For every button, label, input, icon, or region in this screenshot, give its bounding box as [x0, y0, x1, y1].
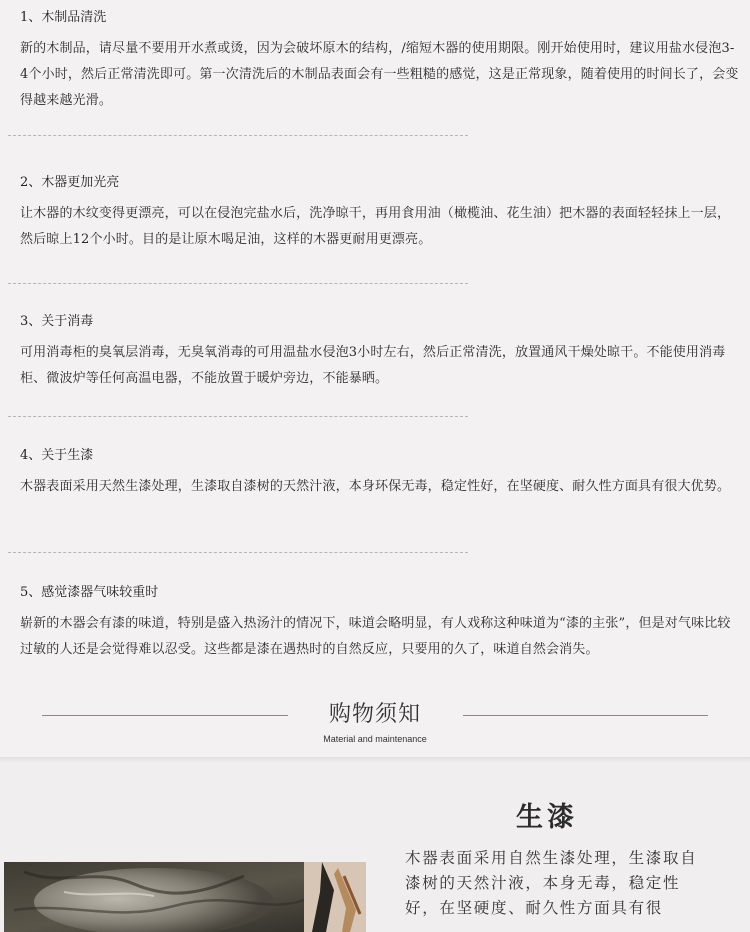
care-section-odor — [20, 585, 740, 663]
notice-title: 购物须知 — [328, 702, 421, 727]
section-body: 新的木制品，请尽量不要用开水煮或烫，因为会破坏原木的结构，/缩短木器的使用期限。刚开始使用时，建议用盐水侵泡3-4个小时，然后正常清洗即可。第一次清洗后的木制品表面会有一些粗糙的感觉，这是正常现象，随着使用的时间长了，会变得越来越光滑。 — [20, 41, 739, 108]
lacquer-tree-photo — [4, 862, 366, 932]
section-body: 木器表面采用天然生漆处理，生漆取自漆树的天然汁液，本身环保无毒，稳定性好，在坚硬度、耐久性方面具有很大优势。 — [20, 479, 731, 494]
care-section-lacquer — [20, 448, 740, 500]
section-heading: 4、关于生漆 — [20, 448, 94, 463]
shopping-notice-header — [0, 700, 750, 750]
lacquer-title: 生漆 — [516, 802, 578, 833]
section-body: 可用消毒柜的臭氧层消毒，无臭氧消毒的可用温盐水侵泡3小时左右，然后正常清洗，放置通风干燥处晾干。不能使用消毒柜、微波炉等任何高温电器，不能放置于暖炉旁边，不能暴晒。 — [20, 345, 726, 386]
dashed-divider — [8, 283, 468, 284]
care-section-disinfection — [20, 314, 740, 392]
care-section-cleaning — [20, 10, 740, 114]
dashed-divider — [8, 135, 468, 136]
section-heading: 5、感觉漆器气味较重时 — [20, 585, 159, 600]
section-heading: 3、关于消毒 — [20, 314, 94, 329]
section-heading: 1、木制品清洗 — [20, 10, 107, 25]
section-body: 让木器的木纹变得更漂亮，可以在侵泡完盐水后，洗净晾干，再用食用油（橄榄油、花生油）把木器的表面轻轻抹上一层，然后晾上12个小时。目的是让原木喝足油，这样的木器更耐用更漂亮。 — [20, 206, 731, 247]
section-body: 崭新的木器会有漆的味道，特别是盛入热汤汁的情况下，味道会略明显，有人戏称这种味道为“漆的主张”，但是对气味比较过敏的人还是会觉得难以忍受。这些都是漆在遇热时的自然反应，只要用的久了，味道自然会消失。 — [20, 616, 731, 657]
section-heading: 2、木器更加光亮 — [20, 175, 120, 190]
dashed-divider — [8, 552, 468, 553]
section-divider — [0, 757, 750, 762]
lacquer-description: 木器表面采用自然生漆处理，生漆取自漆树的天然汁液，本身无毒，稳定性好，在坚硬度、耐久性方面具有很 — [405, 849, 698, 917]
dashed-divider — [8, 416, 468, 417]
care-section-polish — [20, 175, 740, 253]
notice-subtitle: Material and maintenance — [323, 734, 427, 744]
